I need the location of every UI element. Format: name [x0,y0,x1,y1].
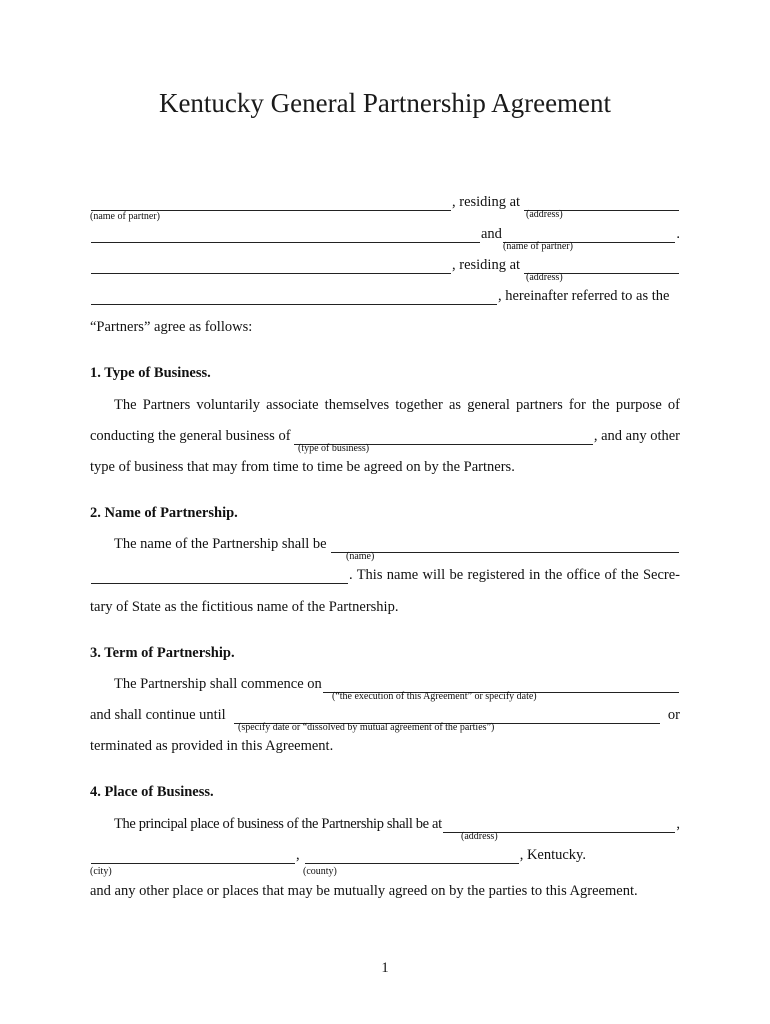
comma-text: , [296,847,300,863]
and-text: and [481,226,502,242]
period-text: . [676,226,680,242]
section-1-line-1: The Partners voluntarily associate themselves together as general partners for the purpose of [114,397,680,413]
section-2-line-3: tary of State as the fictitious name of the Partnership. [90,599,399,615]
name-of-partner-label: (name of partner) [503,241,573,252]
page-number: 1 [381,960,389,976]
address-label: (address) [526,272,563,283]
city-field[interactable] [91,850,295,864]
address-label: (address) [461,831,498,842]
hereinafter-text: , hereinafter referred to as the [498,288,670,304]
section-2-heading: 2. Name of Partnership. [90,505,238,521]
section-2-line-2 [90,566,680,584]
section-4-line-1-prefix: The principal place of business of the Partnership shall be at [114,816,442,832]
residing-at-text: , residing at [452,257,521,273]
type-of-business-label: (type of business) [298,443,370,454]
county-field[interactable] [305,850,519,864]
hereinafter-blank-field[interactable] [91,291,497,305]
section-1-line-2-prefix: conducting the general business of [90,428,291,444]
document-title: Kentucky General Partnership Agreement [158,88,612,118]
section-4-line-2 [90,846,586,864]
section-2-line-1-prefix: The name of the Partnership shall be [114,536,327,552]
county-label: (county) [303,866,337,877]
partner-1-row [90,193,680,211]
city-label: (city) [90,866,112,877]
section-2-line-1 [114,535,680,553]
section-3-line-2-suffix: or [667,707,680,723]
partner-1-name-field[interactable] [91,197,451,211]
partner-2-blank-field[interactable] [91,229,480,243]
partners-agree-text: “Partners” agree as follows: [90,319,253,335]
section-3-line-1-prefix: The Partnership shall commence on [114,676,322,692]
section-1-line-3: type of business that may from time to time be agreed on by the Partners. [90,459,515,475]
section-3-line-2-prefix: and shall continue until [90,707,226,723]
section-3-line-3: terminated as provided in this Agreement. [90,738,334,754]
address-label: (address) [526,209,563,220]
section-1-line-2 [90,427,680,445]
until-label: (specify date or “dissolved by mutual agreement of the parties”) [238,722,495,733]
section-2-line-2-suffix: . This name will be registered in the office of the Secre- [349,567,680,583]
partner-2-residing-row [90,256,680,274]
hereinafter-row [90,287,680,305]
section-4-line-1-suffix: , [676,816,680,832]
section-1-heading: 1. Type of Business. [90,365,211,381]
section-1-line-2-suffix: , and any other [593,428,680,444]
name-label: (name) [346,551,375,562]
partner-2-name-blank-field[interactable] [91,260,451,274]
name-of-partner-label: (name of partner) [90,211,160,222]
section-4-line-3: and any other place or places that may be mutually agreed on by the parties to this Agreement. [90,883,638,899]
partnership-name-continued-field[interactable] [91,570,348,584]
section-4-line-1 [114,815,680,833]
partner-2-row [90,225,680,243]
partnership-name-field[interactable] [331,539,679,553]
section-4-heading: 4. Place of Business. [90,784,214,800]
kentucky-text: , Kentucky. [519,847,586,863]
residing-at-text: , residing at [452,194,521,210]
section-3-heading: 3. Term of Partnership. [90,645,235,661]
execution-label: (“the execution of this Agreement” or specify date) [332,691,537,702]
